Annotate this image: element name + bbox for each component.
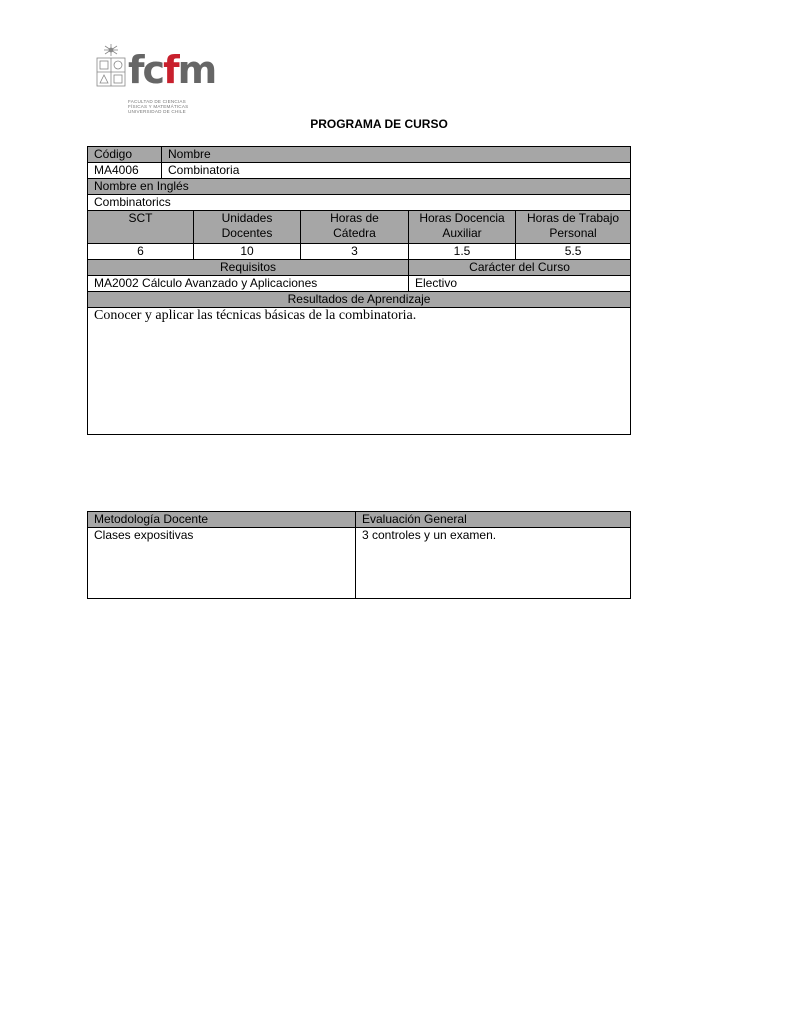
resultados-label: Resultados de Aprendizaje xyxy=(88,292,631,308)
auxiliar-header: Horas Docencia Auxiliar xyxy=(409,211,516,244)
requisitos-value: MA2002 Cálculo Avanzado y Aplicaciones xyxy=(88,276,409,292)
nombre-ingles-value: Combinatorics xyxy=(88,195,631,211)
nombre-ingles-label: Nombre en Inglés xyxy=(88,179,631,195)
sct-header: SCT xyxy=(88,211,194,244)
nombre-label: Nombre xyxy=(162,147,631,163)
university-seal-icon xyxy=(95,42,127,90)
metodologia-value: Clases expositivas xyxy=(88,528,356,599)
nombre-value: Combinatoria xyxy=(162,163,631,179)
course-info-table xyxy=(87,146,631,435)
caracter-label: Carácter del Curso xyxy=(409,260,631,276)
sct-value: 6 xyxy=(88,244,194,260)
catedra-header: Horas de Cátedra xyxy=(301,211,409,244)
catedra-value: 3 xyxy=(301,244,409,260)
evaluacion-label: Evaluación General xyxy=(356,512,631,528)
page-title: PROGRAMA DE CURSO xyxy=(310,117,448,131)
evaluacion-value: 3 controles y un examen. xyxy=(356,528,631,599)
unidades-header: Unidades Docentes xyxy=(194,211,301,244)
unidades-value: 10 xyxy=(194,244,301,260)
fcfm-logo xyxy=(95,42,215,118)
personal-header: Horas de Trabajo Personal xyxy=(516,211,631,244)
logo-tagline: FACULTAD DE CIENCIAS FÍSICAS Y MATEMÁTICAS UNIVERSIDAD DE CHILE xyxy=(128,99,189,114)
caracter-value: Electivo xyxy=(409,276,631,292)
logo-wordmark: fcfm xyxy=(128,48,216,92)
metodologia-label: Metodología Docente xyxy=(88,512,356,528)
personal-value: 5.5 xyxy=(516,244,631,260)
requisitos-label: Requisitos xyxy=(88,260,409,276)
codigo-value: MA4006 xyxy=(88,163,162,179)
methods-table xyxy=(87,511,631,599)
resultados-value: Conocer y aplicar las técnicas básicas de la combinatoria. xyxy=(88,308,631,435)
auxiliar-value: 1.5 xyxy=(409,244,516,260)
codigo-label: Código xyxy=(88,147,162,163)
